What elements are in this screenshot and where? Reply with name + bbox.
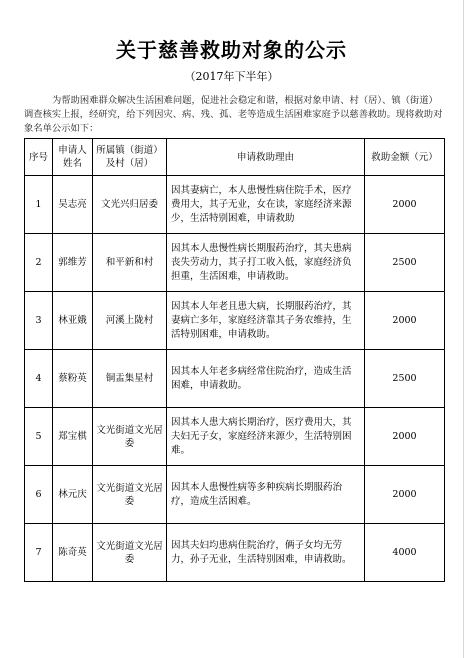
cell-name: 郭维芳 (53, 234, 93, 292)
table-row (25, 524, 445, 582)
cell-address: 文光街道文光居委 (93, 408, 167, 466)
cell-address: 文光兴归居委 (93, 176, 167, 234)
header-address: 所属镇（街道）及村（居） (93, 139, 167, 176)
cell-name: 郑宝棋 (53, 408, 93, 466)
table-row (25, 234, 445, 292)
page-subtitle: （2017年下半年） (184, 70, 279, 83)
cell-address: 铜盂集星村 (93, 350, 167, 408)
cell-no: 4 (25, 350, 53, 408)
cell-reason: 因其本人患慢性病长期服药治疗，其夫患病丧失劳动力，其子打工收入低，家庭经济负担重，生活困难，申请救助。 (167, 234, 365, 292)
cell-name: 林元庆 (53, 466, 93, 524)
cell-name: 陈奇英 (53, 524, 93, 582)
cell-amount: 4000 (365, 524, 445, 582)
header-no: 序号 (25, 139, 53, 176)
cell-no: 1 (25, 176, 53, 234)
cell-name: 吴志亮 (53, 176, 93, 234)
intro-paragraph: 为帮助困难群众解决生活困难问题，促进社会稳定和谐，根据对象申请、村（居）、镇（街道）调查核实上报，经研究，给下列因灾、病、残、孤、老等造成生活困难家庭予以慈善救助。现将救助对象名单公示如下： (24, 95, 443, 134)
header-reason: 申请救助理由 (167, 139, 365, 176)
cell-reason: 因其本人年老多病经常住院治疗，造成生活困难，申请救助。 (167, 350, 365, 408)
cell-address: 和平新和村 (93, 234, 167, 292)
cell-no: 3 (25, 292, 53, 350)
page-title: 关于慈善救助对象的公示 (116, 38, 347, 62)
table-row (25, 292, 445, 350)
table-row (25, 350, 445, 408)
cell-amount: 2000 (365, 176, 445, 234)
table-row (25, 466, 445, 524)
cell-no: 7 (25, 524, 53, 582)
cell-amount: 2000 (365, 292, 445, 350)
cell-amount: 2500 (365, 234, 445, 292)
header-name: 申请人姓名 (53, 139, 93, 176)
cell-name: 林亚娥 (53, 292, 93, 350)
table-row (25, 408, 445, 466)
table-header-row (25, 139, 445, 176)
cell-address: 文光街道文光居委 (93, 524, 167, 582)
cell-no: 6 (25, 466, 53, 524)
aid-recipients-table (24, 138, 445, 582)
cell-reason: 因其本人患大病长期治疗，医疗费用大，其夫妇无子女，家庭经济来源少，生活特别困难。 (167, 408, 365, 466)
header-amount: 救助金额（元） (365, 139, 445, 176)
cell-no: 2 (25, 234, 53, 292)
cell-amount: 2000 (365, 466, 445, 524)
cell-no: 5 (25, 408, 53, 466)
cell-reason: 因其妻病亡，本人患慢性病住院手术，医疗费用大，其子无业，女在读，家庭经济来源少，生活特别困难，申请救助 (167, 176, 365, 234)
cell-amount: 2000 (365, 408, 445, 466)
cell-address: 文光街道文光居委 (93, 466, 167, 524)
cell-name: 蔡粉英 (53, 350, 93, 408)
cell-reason: 因其本人年老且患大病，长期服药治疗，其妻病亡多年，家庭经济靠其子务农维持，生活特别困难，申请救助。 (167, 292, 365, 350)
cell-reason: 因其夫妇均患病住院治疗，俩子女均无劳力，孙子无业，生活特别困难，申请救助。 (167, 524, 365, 582)
table-row (25, 176, 445, 234)
cell-amount: 2500 (365, 350, 445, 408)
cell-address: 河溪上陇村 (93, 292, 167, 350)
cell-reason: 因其本人患慢性病等多种疾病长期服药治疗，造成生活困难。 (167, 466, 365, 524)
